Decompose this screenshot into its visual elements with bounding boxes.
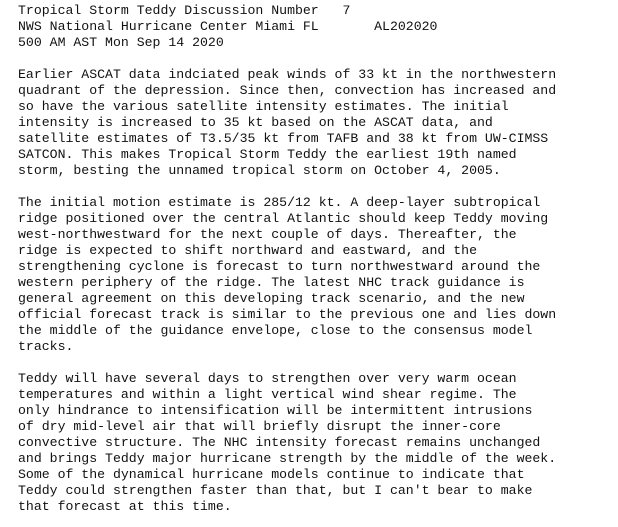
paragraph-2-line: strengthening cyclone is forecast to turn northwestward around the xyxy=(18,259,541,274)
paragraph-3-line: Teddy will have several days to strengthen over very warm ocean xyxy=(18,371,517,386)
discussion-document xyxy=(18,3,556,515)
paragraph-2-line: western periphery of the ridge. The latest NHC track guidance is xyxy=(18,275,525,290)
blank-line xyxy=(18,51,556,67)
paragraph-3-line: only hindrance to intensification will be intermittent intrusions xyxy=(18,403,533,418)
blank-line xyxy=(18,355,556,371)
issuing-office: NWS National Hurricane Center Miami FL AL202020 xyxy=(18,19,438,34)
paragraph-3-line: temperatures and within a light vertical wind shear regime. The xyxy=(18,387,517,402)
paragraph-2-line: ridge is expected to shift northward and eastward, and the xyxy=(18,243,477,258)
paragraph-3-line: Teddy could strengthen faster than that, but I can't bear to make xyxy=(18,483,533,498)
paragraph-3-line: Some of the dynamical hurricane models continue to indicate that xyxy=(18,467,525,482)
paragraph-1-line: so have the various satellite intensity estimates. The initial xyxy=(18,99,509,114)
paragraph-1-line: intensity is increased to 35 kt based on the ASCAT data, and xyxy=(18,115,493,130)
paragraph-2-line: The initial motion estimate is 285/12 kt. A deep-layer subtropical xyxy=(18,195,541,210)
paragraph-1-line: storm, besting the unnamed tropical storm on October 4, 2005. xyxy=(18,163,501,178)
issue-time: 500 AM AST Mon Sep 14 2020 xyxy=(18,35,224,50)
paragraph-2-line: official forecast track is similar to the previous one and lies down xyxy=(18,307,557,322)
paragraph-1-line: quadrant of the depression. Since then, convection has increased and xyxy=(18,83,557,98)
paragraph-2-line: tracks. xyxy=(18,339,74,354)
paragraph-2-line: ridge positioned over the central Atlantic should keep Teddy moving xyxy=(18,211,549,226)
product-title: Tropical Storm Teddy Discussion Number 7 xyxy=(18,3,351,18)
paragraph-2-line: west-northwestward for the next couple of days. Thereafter, the xyxy=(18,227,517,242)
paragraph-1-line: SATCON. This makes Tropical Storm Teddy the earliest 19th named xyxy=(18,147,517,162)
paragraph-1-line: satellite estimates of T3.5/35 kt from TAFB and 38 kt from UW-CIMSS xyxy=(18,131,549,146)
paragraph-3-line: of dry mid-level air that will briefly disrupt the inner-core xyxy=(18,419,501,434)
paragraph-2-line: general agreement on this developing track scenario, and the new xyxy=(18,291,525,306)
paragraph-1-line: Earlier ASCAT data indciated peak winds of 33 kt in the northwestern xyxy=(18,67,557,82)
paragraph-3-line: that forecast at this time. xyxy=(18,499,232,514)
blank-line xyxy=(18,179,556,195)
paragraph-2-line: the middle of the guidance envelope, close to the consensus model xyxy=(18,323,533,338)
paragraph-3-line: convective structure. The NHC intensity forecast remains unchanged xyxy=(18,435,541,450)
paragraph-3-line: and brings Teddy major hurricane strength by the middle of the week. xyxy=(18,451,557,466)
